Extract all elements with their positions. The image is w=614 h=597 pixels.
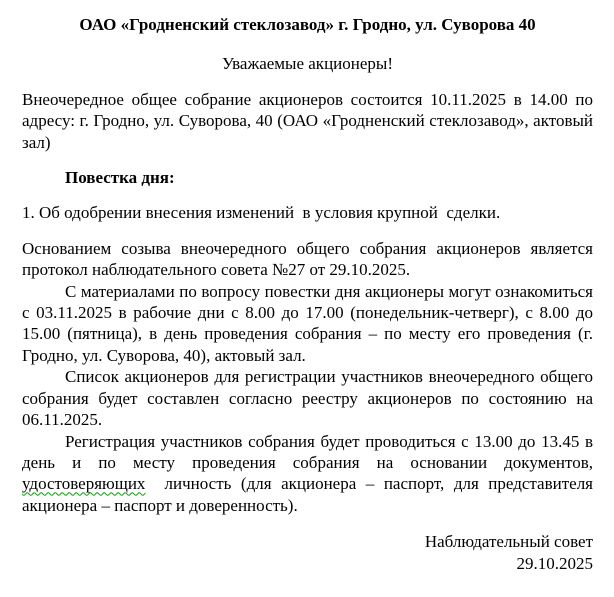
registration-text-before: Регистрация участников собрания будет проводиться с 13.00 до 13.45 в день и по месту проведения собрания на основании документов, <box>22 431 598 472</box>
spellcheck-flagged-word: удостоверяющих <box>22 474 146 494</box>
intro-paragraph: Внеочередное общее собрание акционеров состоится 10.11.2025 в 14.00 по адресу: г. Гродно, ул. Суворова, 40 (ОАО «Гродненский стеклозавод», актовый зал) <box>22 89 598 152</box>
materials-paragraph: С материалами по вопросу повестки дня акционеры могут ознакомиться с 03.11.2025 в рабочие дни с 8.00 до 17.00 (понедельник-четверг), с 8.00 до 15.00 (пятница), в день проведения собрания – по месту его проведения (г. Гродно, ул. Суворова, 40), актовый зал. <box>22 281 598 365</box>
signature-name: Наблюдательный совет <box>424 532 593 552</box>
registration-paragraph <box>22 431 598 517</box>
basis-paragraph: Основанием созыва внеочередного общего собрания акционеров является протокол наблюдательного совета №27 от 29.10.2025. <box>22 238 598 280</box>
signature-date: 29.10.2025 <box>516 553 593 573</box>
registration-text-after: личность (для акционера – паспорт, для представителя акционера – паспорт и доверенность). <box>22 474 598 515</box>
document-title: ОАО «Гродненский стеклозавод» г. Гродно, ул. Суворова 40 <box>79 15 536 34</box>
shareholder-list-paragraph: Список акционеров для регистрации участников внеочередного общего собрания будет составлен согласно реестру акционеров по состоянию на 06.11.2025. <box>22 367 598 430</box>
agenda-item: 1. Об одобрении внесения изменений в условия крупной сделки. <box>22 203 501 223</box>
agenda-heading: Повестка дня: <box>65 168 175 188</box>
salutation: Уважаемые акционеры! <box>221 54 393 74</box>
